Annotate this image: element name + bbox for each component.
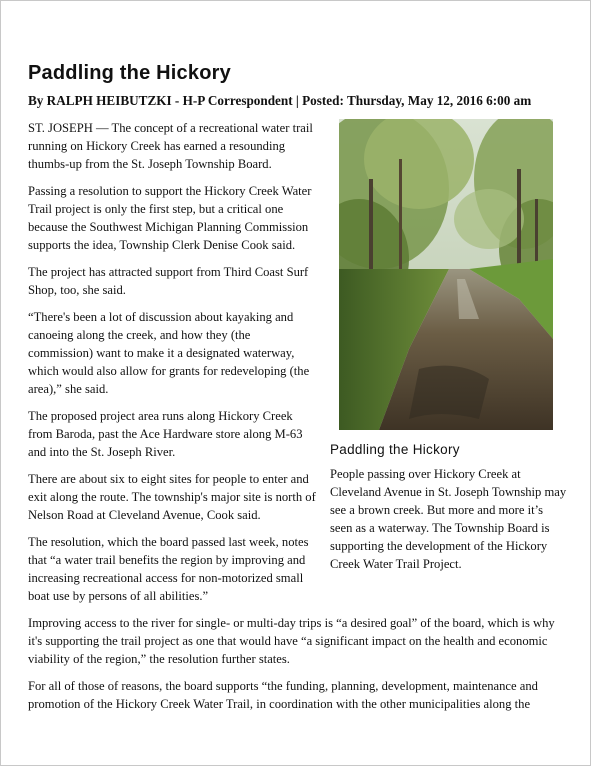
article: [28, 62, 568, 722]
paragraph-4: “There's been a lot of discussion about kayaking and canoeing along the creek, and how they (the commission) want to make it a designated waterway, which would also allow for grants for redeveloping (the area),” she said.: [28, 310, 310, 396]
creek-photo[interactable]: [339, 119, 553, 430]
paragraph-3: The project has attracted support from Third Coast Surf Shop, too, she said.: [28, 265, 309, 297]
paragraph-2: Passing a resolution to support the Hickory Creek Water Trail project is only the first step, but a critical one because the Southwest Michigan Planning Commission supports the idea, Township Clerk Denise Cook said.: [28, 184, 312, 252]
paragraph-6: There are about six to eight sites for people to enter and exit along the route. The township's major site is north of Nelson Road at Cleveland Avenue, Cook said.: [28, 472, 316, 522]
caption-text: People passing over Hickory Creek at Cleveland Avenue in St. Joseph Township may see a brown creek. But more and more it’s seen as a waterway. The Township Board is supporting the development of the Hickory Creek Water Trail Project.: [330, 467, 567, 571]
byline: By RALPH HEIBUTZKI - H-P Correspondent | Posted: Thursday, May 12, 2016 6:00 am: [28, 93, 532, 108]
article-title: Paddling the Hickory: [28, 62, 231, 84]
caption-title: Paddling the Hickory: [330, 442, 460, 457]
photo-figure: [330, 119, 568, 573]
creek-photo-image: [339, 119, 553, 430]
paragraph-9: For all of those of reasons, the board supports “the funding, planning, development, maintenance and promotion of the Hickory Creek Water Trail, in coordination with the other municipalities along the: [28, 679, 538, 711]
paragraph-8: Improving access to the river for single- or multi-day trips is “a desired goal” of the board, which is why it's supporting the trail project as one that would have “a significant impact on the health and economic viability of the region,” the resolution further states.: [28, 616, 555, 666]
paragraph-1: ST. JOSEPH — The concept of a recreational water trail running on Hickory Creek has earned a resounding thumbs-up from the St. Joseph Township Board.: [28, 121, 313, 171]
paragraph-5: The proposed project area runs along Hickory Creek from Baroda, past the Ace Hardware store along M-63 and into the St. Joseph River.: [28, 409, 303, 459]
paragraph-7: The resolution, which the board passed last week, notes that “a water trail benefits the region by improving and increasing recreational access for non-motorized small boat use by persons of all abilities.”: [28, 535, 309, 603]
